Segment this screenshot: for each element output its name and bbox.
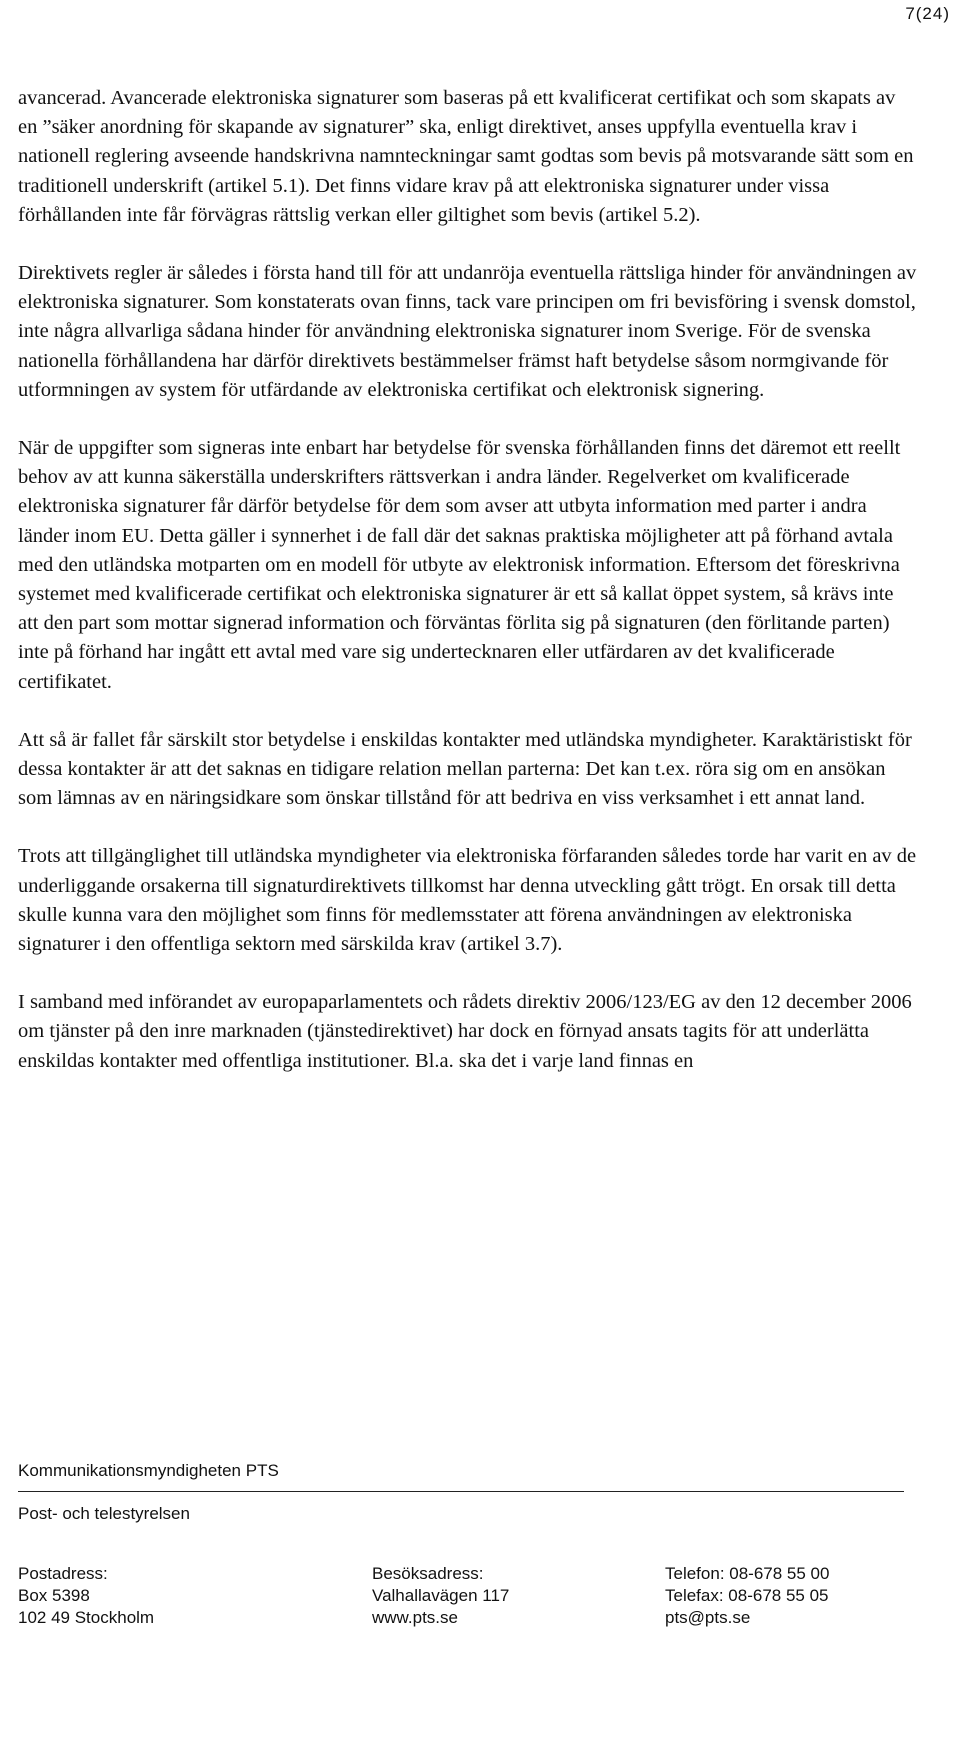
phone-number: Telefon: 08-678 55 00 (665, 1564, 830, 1583)
paragraph: I samband med införandet av europaparlamentets och rådets direktiv 2006/123/EG av den 12 december 2006 om tjänster på den inre marknaden (tjänstedirektivet) har dock en förnyad ansats tagits för att underlätta enskildas kontakter med offentliga institutioner. Bl.a. ska det i varje land finnas en (18, 991, 912, 1072)
postal-line-2: 102 49 Stockholm (18, 1608, 155, 1627)
footer-contact (665, 1563, 829, 1629)
paragraph: Trots att tillgänglighet till utländska myndigheter via elektroniska förfaranden således torde har varit en av de underliggande orsakerna till signaturdirektivets tillkomst har denna utveckling gått trögt. En orsak till detta skulle kunna vara den möjlighet som finns för medlemsstater att förena användningen av elektroniska signaturer i den offentliga sektorn med särskilda krav (artikel 3.7). (18, 845, 917, 956)
website-link[interactable]: www.pts.se (372, 1608, 458, 1627)
fax-number: Telefax: 08-678 55 05 (665, 1586, 829, 1605)
postal-line-1: Box 5398 (18, 1586, 90, 1605)
paragraph: Att så är fallet får särskilt stor betydelse i enskildas kontakter med utländska myndigheter. Karaktäristiskt för dessa kontakter är att det saknas en tidigare relation mellan parterna: Det kan t.ex. röra sig om en ansökan som lämnas av en näringsidkare som önskar tillstånd för att bedriva en viss verksamhet i ett annat land. (18, 728, 912, 810)
paragraph: Direktivets regler är således i första hand till för att undanröja eventuella rättsliga hinder för användningen av elektroniska signaturer. Som konstaterats ovan finns, tack vare principen om fri bevisföring i svensk domstol, inte några allvarliga sådana hinder för användning elektroniska signaturer inom Sverige. För de svenska nationella förhållandena har därför direktivets bestämmelser främst haft betydelse såsom normgivande för utformningen av system för utfärdande av elektroniska certifikat och elektronisk signering. (18, 262, 917, 401)
visiting-line-1: Valhallavägen 117 (372, 1586, 510, 1605)
postal-label: Postadress: (18, 1564, 108, 1583)
page-number: 7(24) (905, 4, 950, 23)
footer-postal-address (18, 1563, 154, 1629)
paragraph: När de uppgifter som signeras inte enbart har betydelse för svenska förhållanden finns det däremot ett reellt behov av att kunna säkerställa underskrifters rättsverkan i andra länder. Regelverket om kvalificerade elektroniska signaturer får därför betydelse för dem som avser att utbyta information med parter i andra länder inom EU. Detta gäller i synnerhet i de fall där det saknas praktiska möjligheter att på förhand avtala med den utländska motparten om en modell för utbyte av elektronisk information. Eftersom det föreskrivna systemet med kvalificerade certifikat och elektroniska signaturer är ett så kallat öppet system, så krävs inte att den part som mottar signerad information och förväntas förlita sig på signaturen (den förlitande parten) inte på förhand har ingått ett avtal med vare sig undertecknaren eller utfärdaren av det kvalificerade certifikatet. (18, 437, 901, 693)
email-link[interactable]: pts@pts.se (665, 1608, 751, 1627)
footer-visiting-address (372, 1563, 509, 1629)
page-footer (18, 1460, 948, 1627)
document-body (18, 84, 918, 1105)
visiting-label: Besöksadress: (372, 1564, 484, 1583)
footer-divider (18, 1491, 904, 1492)
footer-sub-organization: Post- och telestyrelsen (18, 1504, 190, 1523)
footer-organization: Kommunikationsmyndigheten PTS (18, 1461, 279, 1480)
paragraph: avancerad. Avancerade elektroniska signaturer som baseras på ett kvalificerat certifikat och som skapats av en ”säker anordning för skapande av signaturer” ska, enligt direktivet, anses uppfylla eventuella krav i nationell reglering avseende handskrivna namnteckningar samt godtas som bevis på motsvarande sätt som en traditionell underskrift (artikel 5.1). Det finns vidare krav på att elektroniska signaturer under vissa förhållanden inte får förvägras rättslig verkan eller giltighet som bevis (artikel 5.2). (18, 87, 914, 226)
